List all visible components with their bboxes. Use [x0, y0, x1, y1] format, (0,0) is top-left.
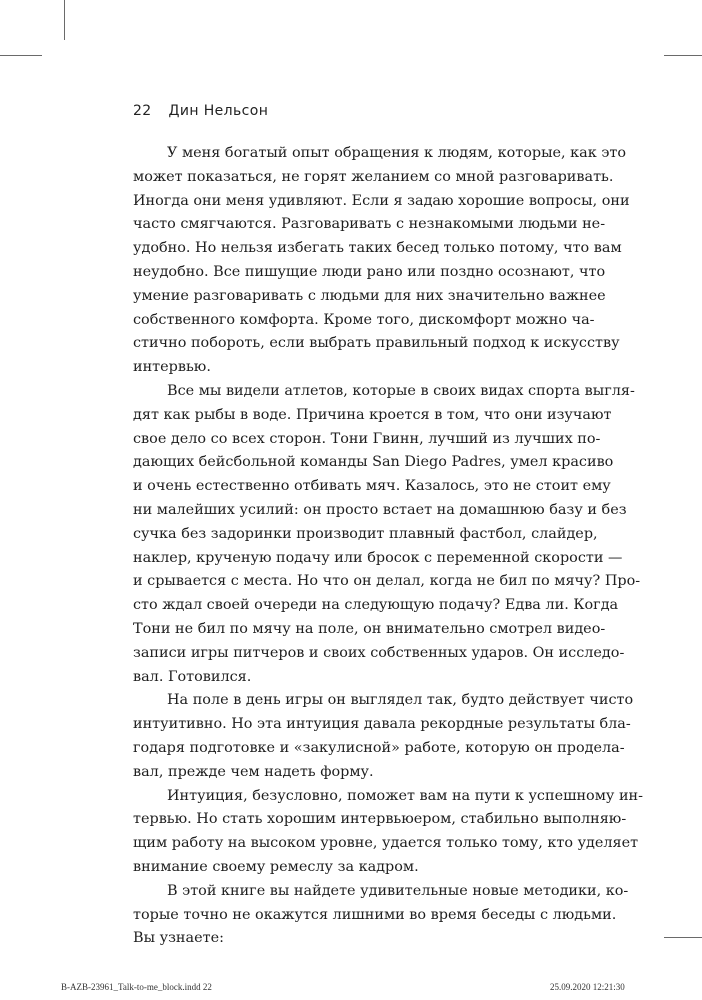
text-line: наклер, крученую подачу или бросок с переменной скорости — — [133, 549, 623, 566]
crop-mark-top-right — [664, 55, 702, 56]
text-line: неудобно. Все пишущие люди рано или поздно осознают, что — [133, 263, 606, 280]
text-line: дающих бейсбольной команды San Diego Padres, умел красиво — [133, 454, 614, 471]
text-line: записи игры питчеров и своих собственных ударов. Он исследо- — [133, 644, 625, 661]
print-slug-right: 25.09.2020 12:21:30 — [550, 982, 625, 992]
text-line: вал. Готовился. — [133, 668, 252, 685]
text-line: ни малейших усилий: он просто встает на домашнюю базу и без — [133, 501, 627, 518]
text-line: У меня богатый опыт обращения к людям, которые, как это — [167, 145, 627, 161]
text-line: интервью. — [133, 359, 211, 376]
text-line: годаря подготовке и «закулисной» работе, которую он продела- — [133, 739, 625, 756]
text-line: торые точно не окажутся лишними во время беседы с людьми. — [133, 906, 617, 923]
text-line: внимание своему ремеслу за кадром. — [133, 858, 419, 875]
author-name: Дин Нельсон — [168, 103, 269, 119]
text-line: часто смягчаются. Разговаривать с незнакомыми людьми не- — [133, 216, 606, 233]
text-line: может показаться, не горят желанием со мной разговаривать. — [133, 168, 614, 185]
text-line: сучка без задоринки производит плавный фастбол, слайдер, — [133, 525, 598, 542]
crop-mark-bottom-right — [664, 937, 702, 938]
text-line: В этой книге вы найдете удивительные новые методики, ко- — [167, 882, 629, 899]
text-line: Иногда они меня удивляют. Если я задаю хорошие вопросы, они — [133, 192, 630, 209]
text-line: Вы узнаете: — [133, 930, 224, 947]
text-line: умение разговаривать с людьми для них значительно важнее — [133, 287, 606, 304]
print-slug-left: B-AZB-23961_Talk-to-me_block.indd 22 — [61, 982, 212, 992]
text-line: дят как рыбы в воде. Причина кроется в том, что они изучают — [133, 406, 612, 423]
body-text — [133, 142, 644, 951]
text-line: вал, прежде чем надеть форму. — [133, 763, 374, 780]
text-line: щим работу на высоком уровне, удается только тому, кто уделяет — [133, 835, 639, 852]
crop-mark-top-left-vertical — [64, 0, 65, 40]
text-line: На поле в день игры он выглядел так, будто действует чисто — [167, 692, 634, 709]
text-line: и очень естественно отбивать мяч. Казалось, это не стоит ему — [133, 478, 611, 495]
page-number: 22 — [133, 103, 152, 119]
text-line: собственного комфорта. Кроме того, дискомфорт можно ча- — [133, 311, 595, 328]
text-line: Интуиция, безусловно, поможет вам на пути к успешному ин- — [167, 787, 644, 804]
text-line: свое дело со всех сторон. Тони Гвинн, лучший из лучших по- — [133, 430, 601, 447]
running-head — [133, 103, 268, 119]
crop-mark-top-left — [0, 55, 42, 56]
text-line: Тони не бил по мячу на поле, он внимательно смотрел видео- — [133, 620, 606, 637]
text-line: удобно. Но нельзя избегать таких бесед только потому, что вам — [133, 240, 622, 257]
text-line: тервью. Но стать хорошим интервьюером, стабильно выполняю- — [133, 811, 627, 828]
text-line: Все мы видели атлетов, которые в своих видах спорта выгля- — [167, 382, 635, 399]
text-line: интуитивно. Но эта интуиция давала рекордные результаты бла- — [133, 716, 631, 733]
text-line: стично побороть, если выбрать правильный подход к искусству — [133, 335, 620, 352]
text-line: и срывается с места. Но что он делал, когда не бил по мячу? Про- — [133, 573, 641, 590]
text-line: сто ждал своей очереди на следующую подачу? Едва ли. Когда — [133, 597, 619, 614]
